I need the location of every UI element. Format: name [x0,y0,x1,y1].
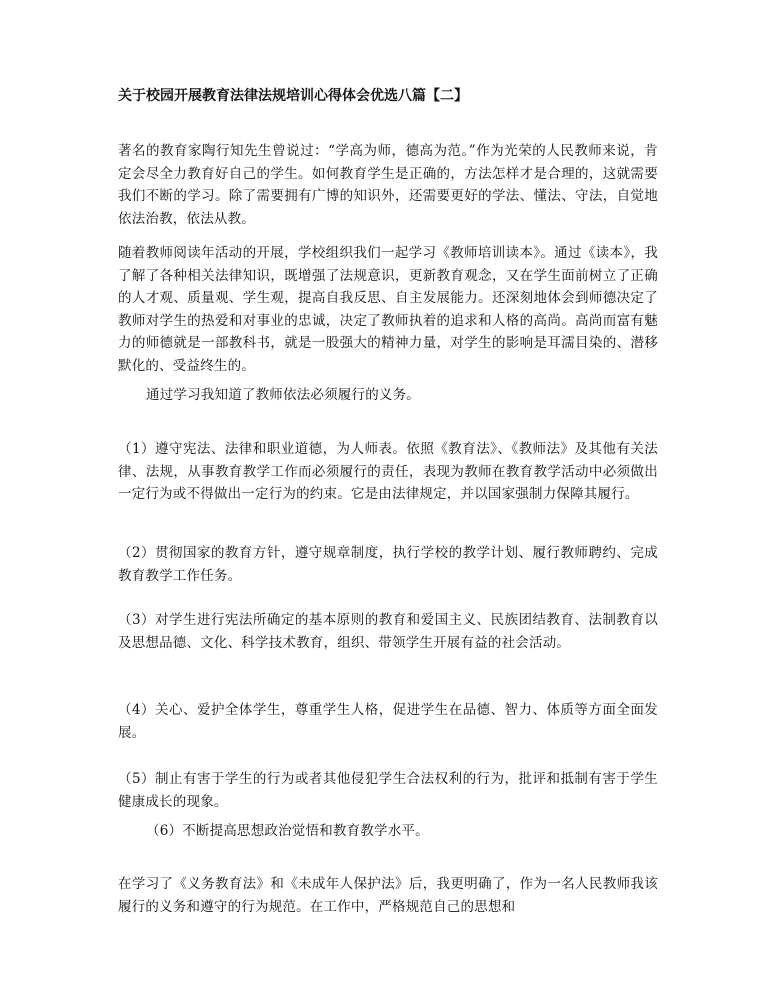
paragraph-9: （6）不断提高思想政治觉悟和教育教学水平。 [146,823,429,839]
document-title: 关于校园开展教育法律法规培训心得体会优选八篇【二】 [118,88,468,104]
paragraph-3: 通过学习我知道了教师依法必须履行的义务。 [146,387,420,403]
paragraph-10: 在学习了《义务教育法》和《未成年人保护法》后，我更明确了，作为一名人民教师我该履行的义务和遵守的行为规范。在工作中，严格规范自己的思想和 [118,876,658,915]
paragraph-5: （2）贯彻国家的教育方针，遵守规章制度，执行学校的教学计划、履行教师聘约、完成教育教学工作任务。 [118,545,658,584]
paragraph-1: 著名的教育家陶行知先生曾说过：“学高为师，德高为范。”作为光荣的人民教师来说，肯定会尽全力教育好自己的学生。如何教育学生是正确的，方法怎样才是合理的，这就需要我们不断的学习。除了需要拥有广博的知识外，还需要更好的学法、懂法、守法，自觉地依法治教，依法从教。 [118,143,658,227]
paragraph-6: （3）对学生进行宪法所确定的基本原则的教育和爱国主义、民族团结教育、法制教育以及思想品德、文化、科学技术教育，组织、带领学生开展有益的社会活动。 [118,612,658,651]
paragraph-8: （5）制止有害于学生的行为或者其他侵犯学生合法权利的行为，批评和抵制有害于学生健康成长的现象。 [118,771,658,810]
paragraph-2: 随着教师阅读年活动的开展，学校组织我们一起学习《教师培训读本》。通过《读本》，我了解了各种相关法律知识，既增强了法规意识，更新教育观念，又在学生面前树立了正确的人才观、质量观、学生观，提高自我反思、自主发展能力。还深刻地体会到师德决定了教师对学生的热爱和对事业的忠诚，决定了教师执着的追求和人格的高尚。高尚而富有魅力的师德就是一部教科书，就是一股强大的精神力量，对学生的影响是耳濡目染的、潜移默化的、受益终生的。 [118,245,658,374]
paragraph-7: （4）关心、爱护全体学生，尊重学生人格，促进学生在品德、智力、体质等方面全面发展。 [118,702,658,741]
paragraph-4: （1）遵守宪法、法律和职业道德，为人师表。依照《教育法》、《教师法》及其他有关法律、法规，从事教育教学工作而必须履行的责任，表现为教师在教育教学活动中必须做出一定行为或不得做出一定行为的约束。它是由法律规定，并以国家强制力保障其履行。 [118,441,658,502]
